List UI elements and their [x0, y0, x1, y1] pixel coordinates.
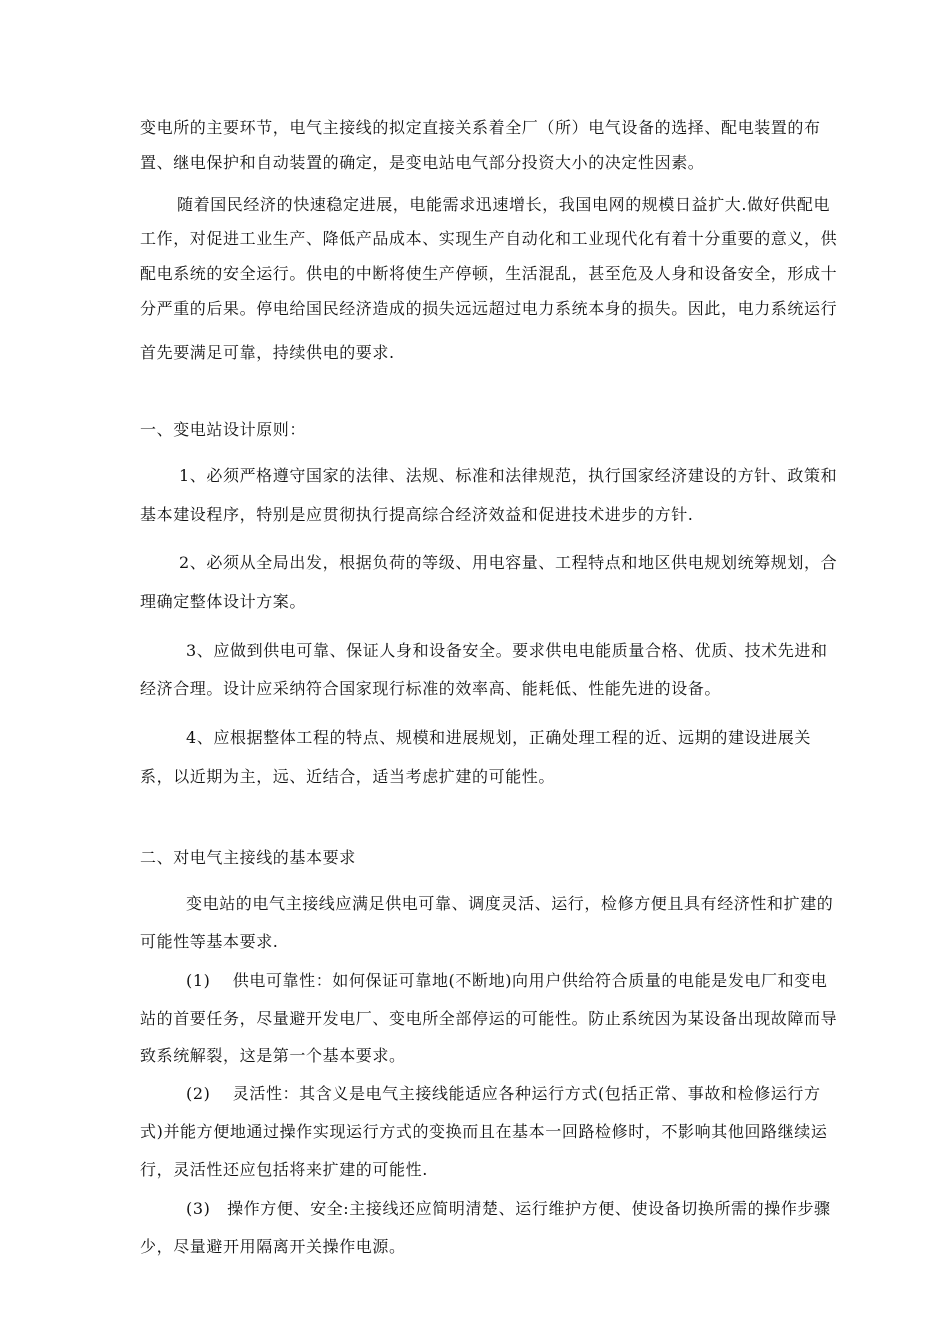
section-heading-design-principles: 一、变电站设计原则：: [140, 420, 307, 439]
text-line: 致系统解裂，这是第一个基本要求。: [140, 1046, 406, 1065]
text-line: 理确定整体设计方案。: [140, 592, 307, 611]
text-line: 经济合理。设计应采纳符合国家现行标准的效率高、能耗低、性能先进的设备。: [140, 679, 722, 698]
text-line: 3、应做到供电可靠、保证人身和设备安全。要求供电电能质量合格、优质、技术先进和: [186, 641, 828, 660]
text-line: 系，以近期为主，远、近结合，适当考虑扩建的可能性。: [140, 767, 556, 786]
text-line: 可能性等基本要求.: [140, 932, 279, 951]
text-line: 4、应根据整体工程的特点、规模和进展规划，正确处理工程的近、远期的建设进展关: [186, 728, 811, 747]
text-line: 2、必须从全局出发，根据负荷的等级、用电容量、工程特点和地区供电规划统筹规划，合: [179, 553, 838, 572]
text-line: 工作，对促进工业生产、降低产品成本、实现生产自动化和工业现代化有着十分重要的意义，供: [140, 229, 838, 248]
text-line: (3) 操作方便、安全:主接线还应简明清楚、运行维护方便、使设备切换所需的操作步骤: [186, 1199, 831, 1218]
text-line: 站的首要任务，尽量避开发电厂、变电所全部停运的可能性。防止系统因为某设备出现故障而导: [140, 1009, 838, 1028]
text-line: 首先要满足可靠，持续供电的要求.: [140, 343, 395, 362]
text-line: 随着国民经济的快速稳定进展，电能需求迅速增长，我国电网的规模日益扩大.做好供配电: [177, 195, 831, 214]
section-heading-main-wiring-requirements: 二、对电气主接线的基本要求: [140, 848, 356, 867]
text-line: 配电系统的安全运行。供电的中断将使生产停顿，生活混乱，甚至危及人身和设备安全，形成十: [140, 264, 838, 283]
text-line: 行，灵活性还应包括将来扩建的可能性.: [140, 1160, 428, 1179]
text-line: 式)并能方便地通过操作实现运行方式的变换而且在基本一回路检修时，不影响其他回路继续运: [140, 1122, 828, 1141]
text-line: 置、继电保护和自动装置的确定，是变电站电气部分投资大小的决定性因素。: [140, 153, 705, 172]
text-line: 分严重的后果。停电给国民经济造成的损失远远超过电力系统本身的损失。因此，电力系统运行: [140, 299, 838, 318]
text-line: 少，尽量避开用隔离开关操作电源。: [140, 1237, 406, 1256]
text-line: (1) 供电可靠性：如何保证可靠地(不断地)向用户供给符合质量的电能是发电厂和变电: [186, 971, 828, 990]
text-line: 变电所的主要环节，电气主接线的拟定直接关系着全厂（所）电气设备的选择、配电装置的布: [140, 118, 821, 137]
text-line: 1、必须严格遵守国家的法律、法规、标准和法律规范，执行国家经济建设的方针、政策和: [179, 466, 838, 485]
text-line: (2) 灵活性：其含义是电气主接线能适应各种运行方式(包括正常、事故和检修运行方: [186, 1084, 821, 1103]
text-line: 变电站的电气主接线应满足供电可靠、调度灵活、运行，检修方便且具有经济性和扩建的: [186, 894, 834, 913]
text-line: 基本建设程序，特别是应贯彻执行提高综合经济效益和促进技术进步的方针.: [140, 505, 694, 524]
